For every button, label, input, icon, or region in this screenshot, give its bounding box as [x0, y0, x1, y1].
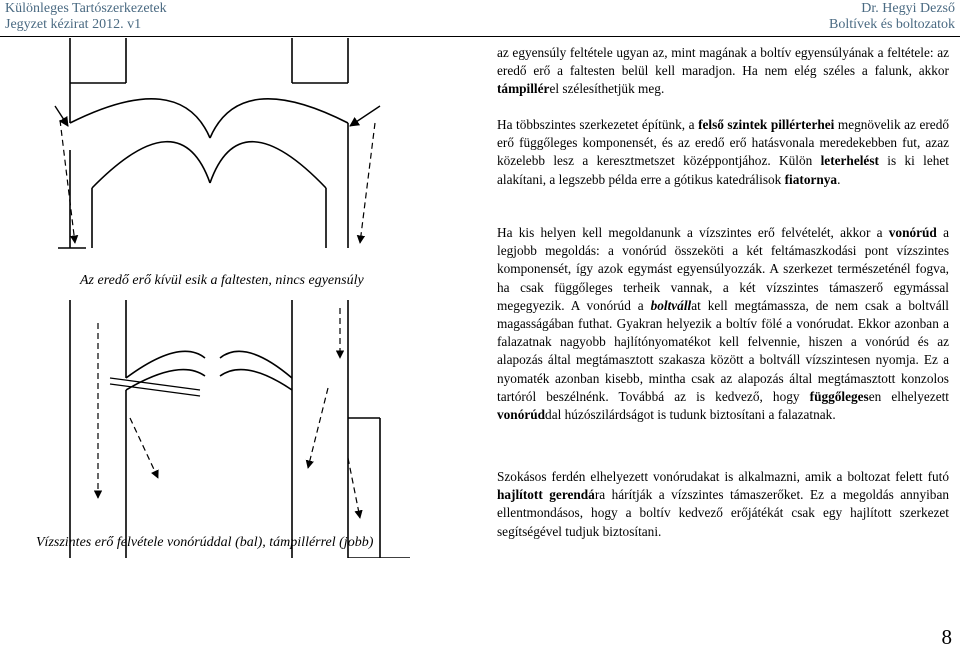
bold-term: fiatornya — [784, 171, 838, 187]
lower-force-lines — [98, 308, 360, 518]
book-title: Különleges Tartószerkezetek — [5, 1, 167, 16]
bold-term: felső szintek pillérterhei — [698, 117, 835, 132]
bold-term: leterhelést — [820, 153, 879, 169]
text-run: a legjobb megoldás: a vonórúd összeköti a két feltámaszkodási pont vízszintes komponensét, így azok egymást egyensúlyozzák. A szerkezet természeténél fogva, ha csak függőleges terheik vannak, a két vízszintes támaszerő egymással megegyezik. A vonórúd a — [497, 225, 949, 313]
text-run: Ha kis helyen kell megoldanunk a vízszintes erő felvételét, akkor a — [497, 225, 889, 240]
text-run: megnövelik az eredő erő függőleges komponensét, és az eredő erő hatásvonala meredekebben fut, azaz közelebb lesz a keresztmetszet középpontjához. Külön — [497, 117, 949, 169]
bold-term: vonórúd — [497, 407, 546, 423]
header-rule — [0, 36, 960, 37]
upper-arch-drawing — [58, 38, 348, 248]
paragraph-4 — [497, 468, 949, 541]
paragraph-2 — [497, 116, 949, 189]
paragraph-1 — [497, 44, 949, 99]
bold-term: vonórúd — [888, 225, 937, 240]
header-right — [829, 1, 955, 33]
text-run: . — [837, 171, 841, 187]
caption-horizontal-force: Vízszintes erő felvétele vonórúddal (bal), támpillérrel (jobb) — [36, 535, 374, 550]
text-run: Ha többszintes szerkezetet építünk, a — [497, 117, 699, 132]
bold-term: boltváll — [650, 297, 692, 313]
text-run: dal húzószilárdságot is tudunk biztosítani a falazatnak. — [545, 407, 836, 423]
header-left — [5, 1, 167, 33]
text-run: at kell megtámassza, de nem csak a boltváll magasságában futhat. Gyakran helyezik a boltív fölé a vonórudat. Ekkor azonban a falazatnak nagyobb hajlítónyomatékot kell felvennie, hiszen a vonórúd és az alapozás által megtámasztott szakasza között a boltváll vízszintesen nyomja. Ez a nyomaték azonban kisebb, mintha csak az alapozás által megtámasztott konzolos tartóról beszélnénk. Továbbá az is kedvező, hogy — [497, 297, 949, 404]
lower-arch-drawing — [70, 300, 410, 558]
bold-term: támpillér — [497, 81, 550, 97]
text-run: ra hárítják a vízszintes támaszerőket. Ez a megoldás annyiban ellentmondásos, hogy a boltív kedvező erőjátékát csak egy hajlított szerkezet segítségével tudjuk biztosítani. — [497, 487, 949, 539]
arch-figure — [30, 38, 430, 558]
text-run: is ki lehet alakítani, a legszebb példa erre a gótikus katedrálisok — [497, 153, 949, 187]
page-number: 8 — [941, 625, 952, 649]
bold-term: hajlított gerendá — [497, 487, 595, 503]
text-run: az egyensúly feltétele ugyan az, mint magának a boltív egyensúlyának a feltétele: az eredő erő a faltesten belül kell maradjon. Ha nem elég széles a falunk, akkor — [497, 45, 949, 79]
text-run: Szokásos ferdén elhelyezett vonórudakat is alkalmazni, amik a boltozat felett futó — [497, 469, 949, 484]
text-run: en elhelyezett — [868, 388, 949, 404]
page-header — [0, 0, 960, 38]
chapter-title: Boltívek és boltozatok — [829, 17, 955, 32]
upper-force-lines — [60, 120, 375, 243]
bold-term: függőleges — [809, 388, 869, 404]
author-name: Dr. Hegyi Dezső — [861, 1, 955, 16]
text-run: el szélesíthetjük meg. — [549, 81, 665, 97]
draft-version: Jegyzet kézirat 2012. v1 — [5, 17, 142, 32]
paragraph-3 — [497, 224, 949, 424]
caption-no-equilibrium: Az eredő erő kívül esik a faltesten, nincs egyensúly — [80, 273, 364, 288]
